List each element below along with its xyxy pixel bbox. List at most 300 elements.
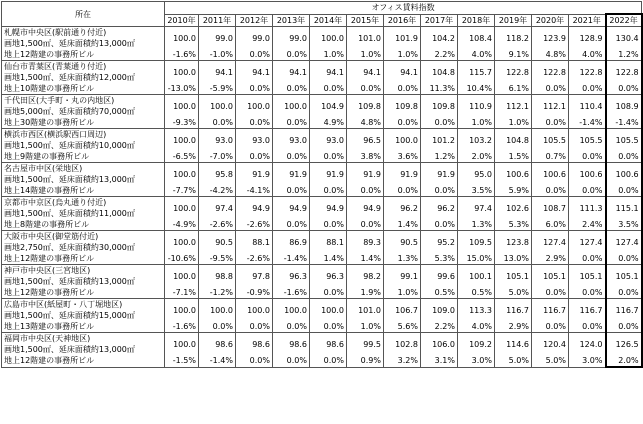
change-value: 0.0% <box>569 83 606 95</box>
index-value: 93.0 <box>273 129 310 152</box>
index-value: 108.9 <box>606 95 642 118</box>
index-value: 99.1 <box>384 265 421 288</box>
change-value: 5.3% <box>421 253 458 265</box>
index-value: 110.4 <box>569 95 606 118</box>
change-value: 1.0% <box>347 49 384 61</box>
index-value: 127.4 <box>569 231 606 254</box>
change-value: -1.4% <box>569 117 606 129</box>
change-value: 0.0% <box>532 321 569 333</box>
index-value: 100.0 <box>199 95 236 118</box>
change-value: 0.0% <box>199 117 236 129</box>
index-value: 98.6 <box>273 333 310 356</box>
change-value: 1.2% <box>421 151 458 163</box>
change-value: 3.8% <box>347 151 384 163</box>
change-value: 3.0% <box>458 355 495 367</box>
index-value: 100.0 <box>236 299 273 322</box>
change-value: 0.0% <box>273 355 310 367</box>
index-value: 124.0 <box>569 333 606 356</box>
change-value: 1.3% <box>384 253 421 265</box>
change-value: 2.9% <box>495 321 532 333</box>
index-value: 101.0 <box>347 27 384 50</box>
index-value: 105.5 <box>569 129 606 152</box>
change-value: 0.0% <box>569 287 606 299</box>
index-value: 102.8 <box>384 333 421 356</box>
index-value: 90.5 <box>384 231 421 254</box>
index-value: 91.9 <box>310 163 347 186</box>
change-value: 0.0% <box>569 151 606 163</box>
index-value: 116.7 <box>495 299 532 322</box>
index-value: 97.4 <box>458 197 495 220</box>
index-value: 100.0 <box>165 265 199 288</box>
index-value: 100.0 <box>165 197 199 220</box>
change-value: 0.0% <box>384 117 421 129</box>
location-building: 地上30階建の事務所ビル <box>2 117 165 129</box>
index-value: 90.5 <box>199 231 236 254</box>
index-value: 104.8 <box>495 129 532 152</box>
index-value: 106.7 <box>384 299 421 322</box>
change-value: 0.0% <box>236 321 273 333</box>
change-value: 1.9% <box>347 287 384 299</box>
change-value: 0.0% <box>347 83 384 95</box>
index-value: 120.4 <box>532 333 569 356</box>
location-building: 地上13階建の事務所ビル <box>2 321 165 333</box>
change-value: 0.0% <box>606 151 642 163</box>
change-value: 0.0% <box>273 49 310 61</box>
change-value: 0.0% <box>606 185 642 197</box>
index-value: 115.7 <box>458 61 495 84</box>
year-header: 2018年 <box>458 14 495 27</box>
index-value: 98.8 <box>199 265 236 288</box>
year-header: 2015年 <box>347 14 384 27</box>
index-value: 91.9 <box>384 163 421 186</box>
index-value: 112.1 <box>532 95 569 118</box>
index-value: 95.2 <box>421 231 458 254</box>
change-value: 0.0% <box>606 253 642 265</box>
location-land-size: 画地1,500㎡、延床面積約15,000㎡ <box>2 310 165 321</box>
change-value: -1.6% <box>165 321 199 333</box>
index-value: 99.0 <box>273 27 310 50</box>
index-value: 122.8 <box>569 61 606 84</box>
change-value: 0.0% <box>310 355 347 367</box>
location-name: 福岡市中央区(天神地区) <box>2 333 165 345</box>
index-value: 118.2 <box>495 27 532 50</box>
change-value: -9.3% <box>165 117 199 129</box>
change-value: -1.6% <box>273 287 310 299</box>
location-building: 地上12階建の事務所ビル <box>2 355 165 367</box>
index-value: 102.6 <box>495 197 532 220</box>
location-name: 広島市中区(紙屋町・八丁堀地区) <box>2 299 165 311</box>
change-value: 4.8% <box>347 117 384 129</box>
index-value: 109.5 <box>458 231 495 254</box>
change-value: 2.4% <box>569 219 606 231</box>
change-value: 0.5% <box>458 287 495 299</box>
change-value: 1.4% <box>310 253 347 265</box>
index-value: 100.0 <box>273 299 310 322</box>
change-value: -2.6% <box>199 219 236 231</box>
change-value: -1.6% <box>165 49 199 61</box>
location-name: 大阪市中央区(御堂筋付近) <box>2 231 165 243</box>
location-name: 札幌市中央区(駅前通り付近) <box>2 27 165 39</box>
index-value: 86.9 <box>273 231 310 254</box>
index-value: 101.2 <box>421 129 458 152</box>
change-value: 10.4% <box>458 83 495 95</box>
index-value: 100.0 <box>165 333 199 356</box>
index-value: 104.2 <box>421 27 458 50</box>
index-value: 108.7 <box>532 197 569 220</box>
change-value: 6.1% <box>495 83 532 95</box>
change-value: 5.3% <box>495 219 532 231</box>
index-value: 96.3 <box>273 265 310 288</box>
change-value: 2.2% <box>421 49 458 61</box>
change-value: 0.0% <box>273 83 310 95</box>
change-value: -5.9% <box>199 83 236 95</box>
index-value: 109.2 <box>458 333 495 356</box>
change-value: 2.2% <box>421 321 458 333</box>
index-value: 98.6 <box>199 333 236 356</box>
change-value: 0.0% <box>310 321 347 333</box>
change-value: 3.6% <box>384 151 421 163</box>
index-value: 113.3 <box>458 299 495 322</box>
change-value: -1.4% <box>606 117 642 129</box>
change-value: 4.0% <box>458 49 495 61</box>
index-value: 127.4 <box>532 231 569 254</box>
location-building: 地上14階建の事務所ビル <box>2 185 165 197</box>
change-value: -1.4% <box>199 355 236 367</box>
change-value: 0.0% <box>384 83 421 95</box>
change-value: 0.0% <box>236 83 273 95</box>
change-value: 0.0% <box>310 287 347 299</box>
change-value: 1.0% <box>347 321 384 333</box>
index-value: 94.1 <box>273 61 310 84</box>
location-land-size: 画地2,750㎡、延床面積約30,000㎡ <box>2 242 165 253</box>
index-value: 94.1 <box>384 61 421 84</box>
location-name: 横浜市西区(横浜駅西口周辺) <box>2 129 165 141</box>
change-value: 0.0% <box>532 287 569 299</box>
index-value: 122.8 <box>606 61 642 84</box>
change-value: 0.0% <box>606 287 642 299</box>
change-value: -6.5% <box>165 151 199 163</box>
change-value: 0.0% <box>310 83 347 95</box>
change-value: 1.4% <box>347 253 384 265</box>
year-header: 2017年 <box>421 14 458 27</box>
year-header: 2013年 <box>273 14 310 27</box>
change-value: 1.2% <box>606 49 642 61</box>
change-value: 1.4% <box>384 219 421 231</box>
index-value: 91.9 <box>421 163 458 186</box>
change-value: 1.0% <box>458 117 495 129</box>
index-value: 116.7 <box>606 299 642 322</box>
location-building: 地上8階建の事務所ビル <box>2 219 165 231</box>
change-value: 4.8% <box>532 49 569 61</box>
change-value: -0.9% <box>236 287 273 299</box>
change-value: 6.0% <box>532 219 569 231</box>
index-value: 100.0 <box>384 129 421 152</box>
index-value: 104.9 <box>310 95 347 118</box>
change-value: 0.0% <box>421 185 458 197</box>
index-value: 98.6 <box>310 333 347 356</box>
index-value: 109.8 <box>384 95 421 118</box>
location-building: 地上10階建の事務所ビル <box>2 83 165 95</box>
location-name: 名古屋市中区(栄地区) <box>2 163 165 175</box>
change-value: -7.7% <box>165 185 199 197</box>
rent-index-table <box>1 1 643 368</box>
change-value: 0.0% <box>347 219 384 231</box>
change-value: 0.0% <box>569 321 606 333</box>
change-value: -1.5% <box>165 355 199 367</box>
index-value: 123.8 <box>495 231 532 254</box>
index-value: 89.3 <box>347 231 384 254</box>
index-value: 98.6 <box>236 333 273 356</box>
change-value: 4.0% <box>569 49 606 61</box>
index-value: 97.4 <box>199 197 236 220</box>
index-value: 100.6 <box>606 163 642 186</box>
index-value: 88.1 <box>236 231 273 254</box>
change-value: 3.5% <box>606 219 642 231</box>
location-land-size: 画地1,500㎡、延床面積約13,000㎡ <box>2 276 165 287</box>
change-value: -4.2% <box>199 185 236 197</box>
index-value: 130.4 <box>606 27 642 50</box>
year-header: 2022年 <box>606 14 642 27</box>
change-value: -1.0% <box>199 49 236 61</box>
location-name: 仙台市青葉区(青葉通り付近) <box>2 61 165 73</box>
change-value: 2.9% <box>532 253 569 265</box>
change-value: 2.0% <box>458 151 495 163</box>
index-value: 96.3 <box>310 265 347 288</box>
index-value: 109.8 <box>347 95 384 118</box>
location-land-size: 画地1,500㎡、延床面積約13,000㎡ <box>2 344 165 355</box>
change-value: 0.0% <box>273 151 310 163</box>
change-value: 0.0% <box>569 253 606 265</box>
index-value: 100.0 <box>165 163 199 186</box>
index-value: 96.2 <box>384 197 421 220</box>
index-value: 108.4 <box>458 27 495 50</box>
index-value: 100.0 <box>310 27 347 50</box>
index-value: 100.0 <box>236 95 273 118</box>
location-building: 地上12階建の事務所ビル <box>2 253 165 265</box>
change-value: 0.0% <box>532 117 569 129</box>
index-value: 116.7 <box>569 299 606 322</box>
change-value: 1.0% <box>384 287 421 299</box>
change-value: -13.0% <box>165 83 199 95</box>
index-value: 100.0 <box>165 129 199 152</box>
change-value: 11.3% <box>421 83 458 95</box>
index-value: 100.0 <box>165 95 199 118</box>
change-value: -9.5% <box>199 253 236 265</box>
location-building: 地上12階建の事務所ビル <box>2 287 165 299</box>
change-value: 0.0% <box>273 321 310 333</box>
change-value: 3.2% <box>384 355 421 367</box>
index-value: 105.1 <box>569 265 606 288</box>
index-value: 122.8 <box>532 61 569 84</box>
index-value: 115.1 <box>606 197 642 220</box>
index-value: 93.0 <box>236 129 273 152</box>
index-value: 127.4 <box>606 231 642 254</box>
change-value: 0.0% <box>273 219 310 231</box>
index-value: 99.0 <box>199 27 236 50</box>
change-value: 0.0% <box>421 117 458 129</box>
change-value: 0.0% <box>273 117 310 129</box>
index-value: 99.5 <box>347 333 384 356</box>
location-building: 地上12階建の事務所ビル <box>2 49 165 61</box>
index-value: 105.1 <box>606 265 642 288</box>
index-value: 114.6 <box>495 333 532 356</box>
change-value: 0.0% <box>199 321 236 333</box>
change-value: 0.0% <box>606 321 642 333</box>
year-header: 2019年 <box>495 14 532 27</box>
index-value: 100.0 <box>165 231 199 254</box>
change-value: 1.5% <box>495 151 532 163</box>
change-value: 5.9% <box>495 185 532 197</box>
index-value: 100.0 <box>273 95 310 118</box>
index-value: 94.1 <box>347 61 384 84</box>
index-value: 94.1 <box>236 61 273 84</box>
index-value: 94.1 <box>199 61 236 84</box>
change-value: 1.3% <box>458 219 495 231</box>
year-header: 2012年 <box>236 14 273 27</box>
year-header: 2021年 <box>569 14 606 27</box>
change-value: -2.6% <box>236 219 273 231</box>
index-value: 96.2 <box>421 197 458 220</box>
index-value: 97.8 <box>236 265 273 288</box>
change-value: 5.6% <box>384 321 421 333</box>
change-value: -2.6% <box>236 253 273 265</box>
index-value: 123.9 <box>532 27 569 50</box>
change-value: 0.5% <box>421 287 458 299</box>
change-value: 1.0% <box>384 49 421 61</box>
change-value: -10.6% <box>165 253 199 265</box>
index-value: 100.0 <box>310 299 347 322</box>
index-value: 105.5 <box>532 129 569 152</box>
change-value: 1.0% <box>310 49 347 61</box>
change-value: 0.9% <box>347 355 384 367</box>
change-value: 0.0% <box>236 117 273 129</box>
location-land-size: 画地1,500㎡、延床面積約13,000㎡ <box>2 174 165 185</box>
change-value: 0.0% <box>532 185 569 197</box>
index-value: 105.5 <box>606 129 642 152</box>
index-value: 88.1 <box>310 231 347 254</box>
index-value: 104.8 <box>421 61 458 84</box>
index-value: 100.1 <box>458 265 495 288</box>
year-header: 2010年 <box>165 14 199 27</box>
index-value: 93.0 <box>310 129 347 152</box>
rent-index-header: オフィス賃料指数 <box>165 2 642 15</box>
change-value: -1.2% <box>199 287 236 299</box>
index-value: 95.8 <box>199 163 236 186</box>
index-value: 94.9 <box>347 197 384 220</box>
change-value: 1.0% <box>495 117 532 129</box>
change-value: -4.1% <box>236 185 273 197</box>
index-value: 94.1 <box>310 61 347 84</box>
change-value: 0.0% <box>606 83 642 95</box>
index-value: 100.6 <box>495 163 532 186</box>
location-land-size: 画地5,000㎡、延床面積約70,000㎡ <box>2 106 165 117</box>
change-value: 5.0% <box>495 287 532 299</box>
change-value: 0.0% <box>569 185 606 197</box>
change-value: 4.9% <box>310 117 347 129</box>
location-building: 地上9階建の事務所ビル <box>2 151 165 163</box>
index-value: 100.0 <box>199 299 236 322</box>
index-value: 91.9 <box>347 163 384 186</box>
index-value: 100.6 <box>569 163 606 186</box>
change-value: 0.0% <box>347 185 384 197</box>
year-header: 2011年 <box>199 14 236 27</box>
index-value: 93.0 <box>199 129 236 152</box>
index-value: 106.0 <box>421 333 458 356</box>
index-value: 128.9 <box>569 27 606 50</box>
change-value: 0.0% <box>310 185 347 197</box>
year-header: 2016年 <box>384 14 421 27</box>
change-value: 3.5% <box>458 185 495 197</box>
change-value: 4.0% <box>458 321 495 333</box>
index-value: 98.2 <box>347 265 384 288</box>
year-header: 2020年 <box>532 14 569 27</box>
index-value: 99.0 <box>236 27 273 50</box>
change-value: 0.0% <box>236 355 273 367</box>
change-value: 13.0% <box>495 253 532 265</box>
change-value: 3.0% <box>569 355 606 367</box>
index-value: 103.2 <box>458 129 495 152</box>
index-value: 109.0 <box>421 299 458 322</box>
index-value: 126.5 <box>606 333 642 356</box>
index-value: 105.1 <box>495 265 532 288</box>
location-land-size: 画地1,500㎡、延床面積約11,000㎡ <box>2 208 165 219</box>
index-value: 100.0 <box>165 61 199 84</box>
location-land-size: 画地1,500㎡、延床面積約12,000㎡ <box>2 72 165 83</box>
index-value: 100.0 <box>165 299 199 322</box>
index-value: 94.9 <box>310 197 347 220</box>
change-value: 0.0% <box>310 151 347 163</box>
index-value: 105.1 <box>532 265 569 288</box>
index-value: 96.5 <box>347 129 384 152</box>
change-value: 0.0% <box>310 219 347 231</box>
change-value: 0.7% <box>532 151 569 163</box>
change-value: 0.0% <box>236 151 273 163</box>
location-land-size: 画地1,500㎡、延床面積約10,000㎡ <box>2 140 165 151</box>
change-value: -4.9% <box>165 219 199 231</box>
year-header: 2014年 <box>310 14 347 27</box>
location-name: 京都市中京区(烏丸通り付近) <box>2 197 165 209</box>
change-value: -7.0% <box>199 151 236 163</box>
index-value: 94.9 <box>273 197 310 220</box>
change-value: 15.0% <box>458 253 495 265</box>
index-value: 100.0 <box>165 27 199 50</box>
index-value: 116.7 <box>532 299 569 322</box>
index-value: 111.3 <box>569 197 606 220</box>
location-name: 千代田区(大手町・丸の内地区) <box>2 95 165 107</box>
index-value: 91.9 <box>273 163 310 186</box>
change-value: -7.1% <box>165 287 199 299</box>
index-value: 100.6 <box>532 163 569 186</box>
index-value: 99.6 <box>421 265 458 288</box>
location-header: 所在 <box>2 2 165 27</box>
change-value: 0.0% <box>421 219 458 231</box>
index-value: 110.9 <box>458 95 495 118</box>
change-value: 0.0% <box>532 83 569 95</box>
index-value: 95.0 <box>458 163 495 186</box>
index-value: 109.8 <box>421 95 458 118</box>
change-value: 9.1% <box>495 49 532 61</box>
change-value: 0.0% <box>273 185 310 197</box>
change-value: 3.1% <box>421 355 458 367</box>
index-value: 112.1 <box>495 95 532 118</box>
index-value: 91.9 <box>236 163 273 186</box>
location-land-size: 画地1,500㎡、延床面積約13,000㎡ <box>2 38 165 49</box>
index-value: 122.8 <box>495 61 532 84</box>
index-value: 94.9 <box>236 197 273 220</box>
change-value: 0.0% <box>384 185 421 197</box>
change-value: 0.0% <box>236 49 273 61</box>
change-value: 5.0% <box>495 355 532 367</box>
